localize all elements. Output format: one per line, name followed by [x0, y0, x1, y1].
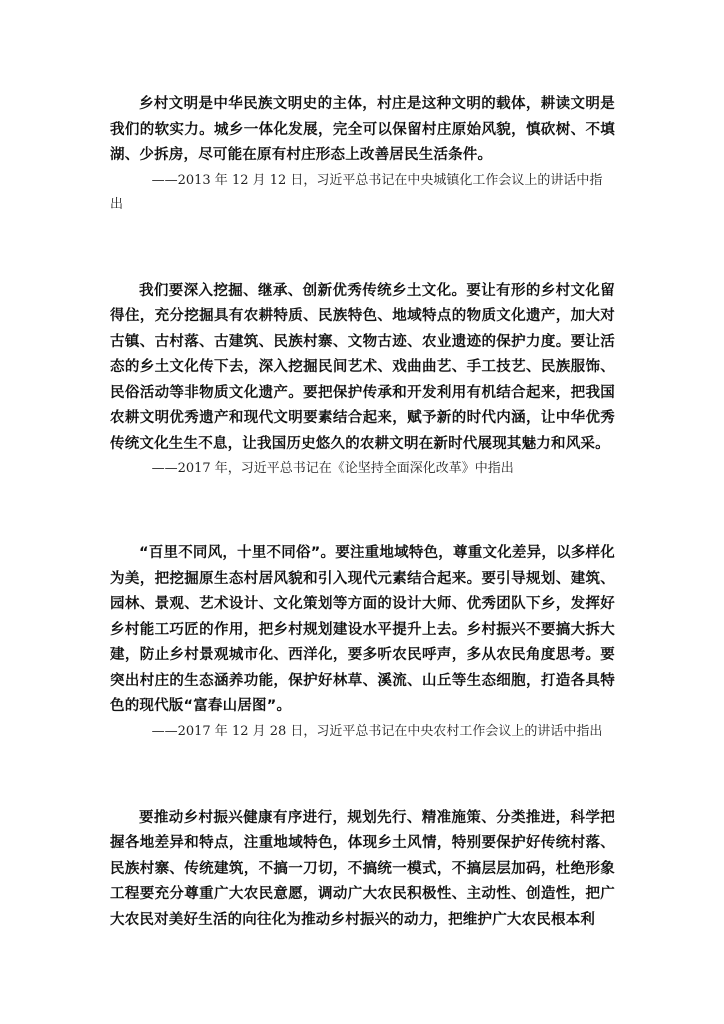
quote-source: ——2017 年，习近平总书记在《论坚持全面深化改革》中指出 — [151, 461, 514, 476]
quote-block-1 — [110, 92, 615, 217]
quote-text: 我们要深入挖掘、继承、创新优秀传统乡土文化。要让有形的乡村文化留得住，充分挖掘具有农耕特质、民族特色、地域特点的物质文化遗产，加大对古镇、古村落、古建筑、民族村寨、文物古迹、农业遗迹的保护力度。要让活态的乡土文化传下去，深入挖掘民间艺术、戏曲曲艺、手工技艺、民族服饰、民俗活动等非物质文化遗产。要把保护传承和开发利用有机结合起来，把我国农耕文明优秀遗产和现代文明要素结合起来，赋予新的时代内涵，让中华优秀传统文化生生不息，让我国历史悠久的农耕文明在新时代展现其魅力和风采。 — [110, 282, 615, 452]
quote-text: 要推动乡村振兴健康有序进行，规划先行、精准施策、分类推进，科学把握各地差异和特点，注重地域特色，体现乡土风情，特别要保护好传统村落、民族村寨、传统建筑，不搞一刀切，不搞统一模式，不搞层层加码，杜绝形象工程要充分尊重广大农民意愿，调动广大农民积极性、主动性、创造性，把广大农民对美好生活的向往化为推动乡村振兴的动力，把维护广大农民根本利 — [110, 809, 615, 928]
quote-block-3 — [110, 541, 615, 744]
quote-text: “百里不同风，十里不同俗”。要注重地域特色，尊重文化差异，以多样化为美，把挖掘原生态村居风貌和引入现代元素结合起来。要引导规划、建筑、园林、景观、艺术设计、文化策划等方面的设计大师、优秀团队下乡，发挥好乡村能工巧匠的作用，把乡村规划建设水平提升上去。乡村振兴不要搞大拆大建，防止乡村景观城市化、西洋化，要多听农民呼声，多从农民角度思考。要突出村庄的生态涵养功能，保护好林草、溪流、山丘等生态细胞，打造各具特色的现代版“富春山居图”。 — [110, 545, 615, 714]
document-body — [110, 92, 615, 993]
quote-block-2 — [110, 279, 615, 482]
quote-block-4 — [110, 806, 615, 934]
quote-source: ——2017 年 12 月 28 日，习近平总书记在中央农村工作会议上的讲话中指出 — [151, 723, 603, 739]
quote-text: 乡村文明是中华民族文明史的主体，村庄是这种文明的载体，耕读文明是我们的软实力。城乡一体化发展，完全可以保留村庄原始风貌，慎砍树、不填湖、少拆房，尽可能在原有村庄形态上改善居民生活条件。 — [110, 96, 615, 163]
quote-source: ——2013 年 12 月 12 日，习近平总书记在中央城镇化工作会议上的讲话中指出 — [110, 172, 603, 212]
